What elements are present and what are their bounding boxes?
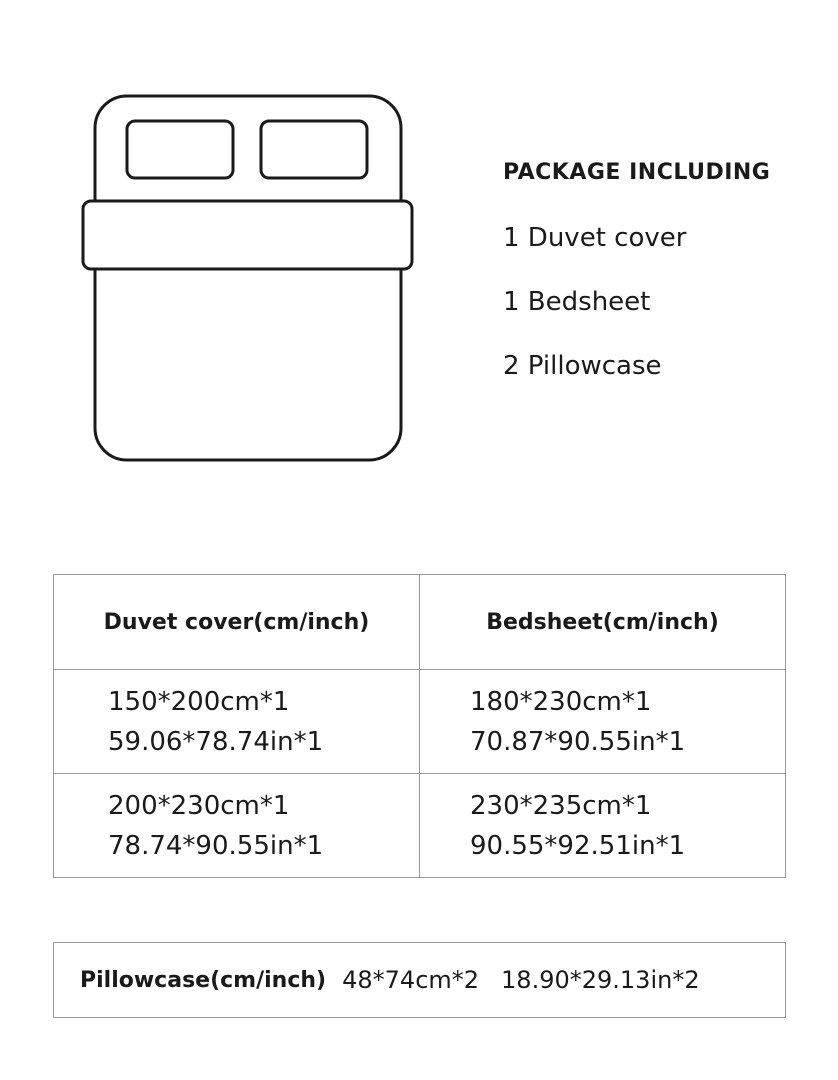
pillowcase-label: Pillowcase(cm/inch) (80, 967, 327, 993)
table-row (54, 774, 786, 878)
duvet-cover-header: Duvet cover(cm/inch) (54, 575, 420, 670)
size-cm: 180*230cm*1 (470, 686, 652, 717)
size-inch: 90.55*92.51in*1 (470, 830, 686, 861)
pillow-right (261, 121, 367, 178)
package-item: 1 Duvet cover (503, 223, 687, 253)
pillowcase-size-cm: 48*74cm*2 (342, 966, 480, 994)
duvet-fold (83, 201, 412, 269)
package-item: 2 Pillowcase (503, 351, 662, 381)
package-including (503, 160, 770, 415)
pillow-left (127, 121, 233, 178)
size-inch: 59.06*78.74in*1 (108, 726, 324, 757)
bedsheet-size-cell (420, 670, 786, 774)
size-inch: 70.87*90.55in*1 (470, 726, 686, 757)
table-header-row (54, 575, 786, 670)
bed-frame (95, 96, 401, 460)
duvet-cover-size-cell (54, 774, 420, 878)
package-item: 1 Bedsheet (503, 287, 651, 317)
size-cm: 230*235cm*1 (470, 790, 652, 821)
bedsheet-header: Bedsheet(cm/inch) (420, 575, 786, 670)
size-table (53, 574, 786, 878)
pillowcase-size-inch: 18.90*29.13in*2 (501, 966, 700, 994)
size-cm: 200*230cm*1 (108, 790, 290, 821)
pillowcase-size-box (53, 942, 786, 1018)
bed-icon (78, 93, 418, 463)
table-row (54, 670, 786, 774)
package-title: PACKAGE INCLUDING (503, 160, 771, 185)
bedsheet-size-cell (420, 774, 786, 878)
size-cm: 150*200cm*1 (108, 686, 290, 717)
size-inch: 78.74*90.55in*1 (108, 830, 324, 861)
duvet-cover-size-cell (54, 670, 420, 774)
